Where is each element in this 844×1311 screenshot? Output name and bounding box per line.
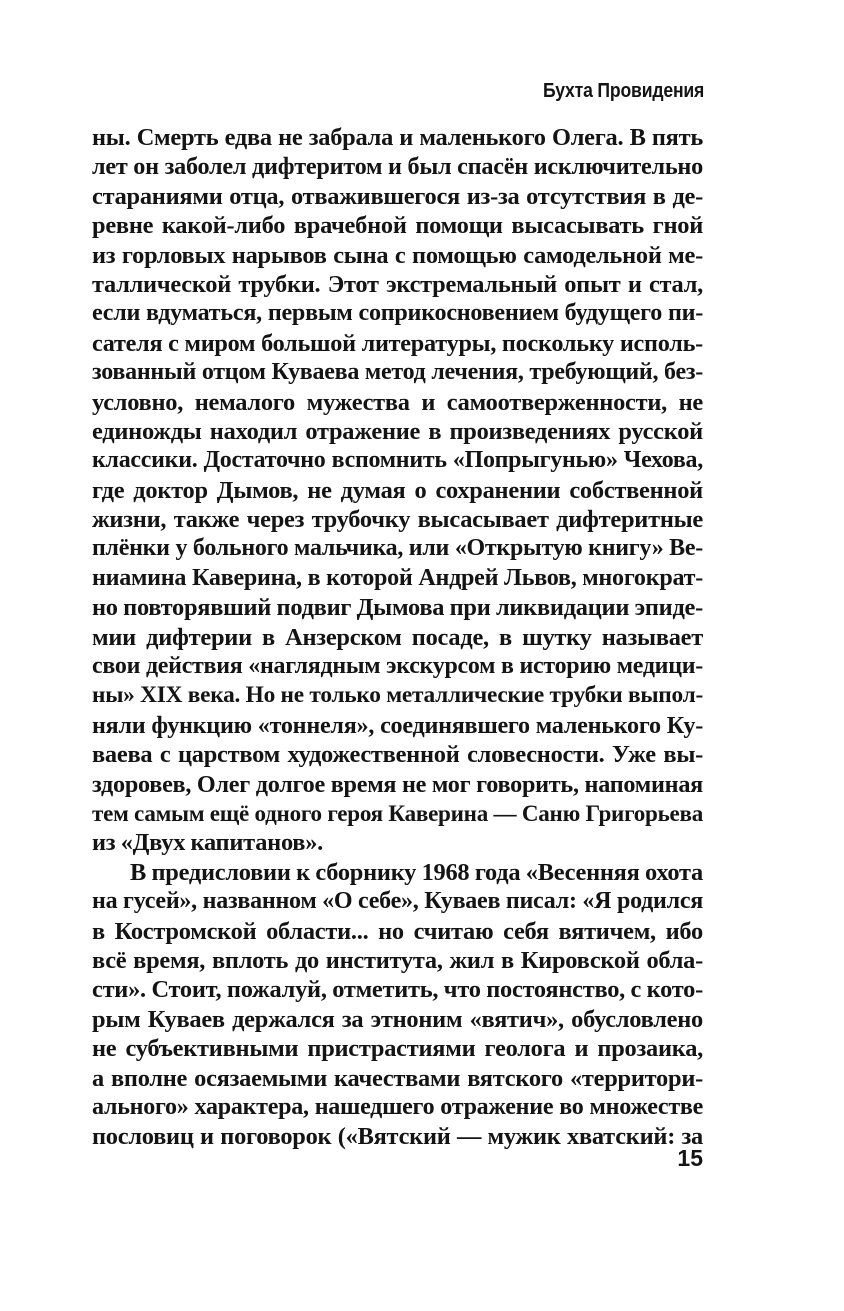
text-line: няли функцию «тоннеля», соединявшего маленького Ку- — [92, 711, 703, 739]
text-line: сателя с миром большой литературы, поскольку исполь- — [92, 329, 703, 357]
text-line: мии дифтерии в Анзерском посаде, в шутку называет — [92, 623, 703, 651]
text-line: где доктор Дымов, не думая о сохранении собственной — [92, 476, 703, 504]
text-line: всё время, вплоть до института, жил в Кировской обла- — [92, 946, 703, 974]
text-line: рым Куваев держался за этноним «вятич», обусловлено — [92, 1005, 703, 1033]
page-number: 15 — [677, 1145, 703, 1171]
text-line: если вдуматься, первым соприкосновением будущего пи- — [92, 300, 703, 327]
text-line: лет он заболел дифтеритом и был спасён исключительно — [92, 153, 703, 181]
text-line: но повторявший подвиг Дымова при ликвидации эпиде- — [92, 594, 703, 622]
text-line: здоровев, Олег долгое время не мог говорить, напоминая — [92, 770, 703, 798]
text-line: зованный отцом Куваева метод лечения, требующий, без- — [92, 359, 703, 386]
text-line: ны» XIX века. Но не только металлические трубки выпол- — [92, 682, 703, 709]
text-line: не субъективными пристрастиями геолога и прозаика, — [92, 1035, 703, 1063]
text-line: на гусей», названном «О себе», Куваев писал: «Я родился — [92, 888, 703, 915]
text-line: ревне какой-либо врачебной помощи высасывать гной — [92, 212, 703, 240]
text-line: жизни, также через трубочку высасывает дифтеритные — [92, 506, 703, 534]
text-line: таллической трубки. Этот экстремальный опыт и стал, — [92, 270, 703, 298]
body-text — [92, 123, 703, 1152]
paragraph-1 — [92, 123, 703, 858]
text-line: в Костромской области... но считаю себя вятичем, ибо — [92, 917, 703, 945]
text-line: из горловых нарывов сына с помощью самодельной ме- — [92, 241, 703, 269]
text-line: сти». Стоит, пожалуй, отметить, что постоянство, с кото- — [92, 976, 703, 1004]
paragraph-2 — [92, 858, 703, 1152]
text-line: тем самым ещё одного героя Каверина — Саню Григорьева — [92, 799, 703, 826]
running-header: Бухта Провидения — [542, 80, 704, 102]
text-line: единожды находил отражение в произведениях русской — [92, 417, 703, 445]
text-line: а вполне осязаемыми качествами вятского «территори- — [92, 1064, 703, 1092]
text-line: В предисловии к сборнику 1968 года «Весенняя охота — [130, 858, 703, 886]
text-line: ны. Смерть едва не забрала и маленького Олега. В пять — [92, 124, 703, 151]
text-line: стараниями отца, отважившегося из-за отсутствия в де- — [92, 182, 703, 210]
text-line: ального» характера, нашедшего отражение во множестве — [92, 1093, 703, 1120]
text-line: пословиц и поговорок («Вятский — мужик хватский: за — [92, 1123, 703, 1151]
text-line: ваева с царством художественной словесности. Уже вы- — [92, 741, 703, 769]
text-line: свои действия «наглядным экскурсом в историю медици- — [92, 653, 703, 680]
text-line: ниамина Каверина, в которой Андрей Львов, многократ- — [92, 564, 703, 591]
text-line: из «Двух капитанов». — [92, 829, 323, 857]
text-line: плёнки у больного мальчика, или «Открытую книгу» Ве- — [92, 535, 703, 562]
text-line: классики. Достаточно вспомнить «Попрыгунью» Чехова, — [92, 447, 703, 474]
text-line: условно, немалого мужества и самоотверженности, не — [92, 388, 703, 416]
